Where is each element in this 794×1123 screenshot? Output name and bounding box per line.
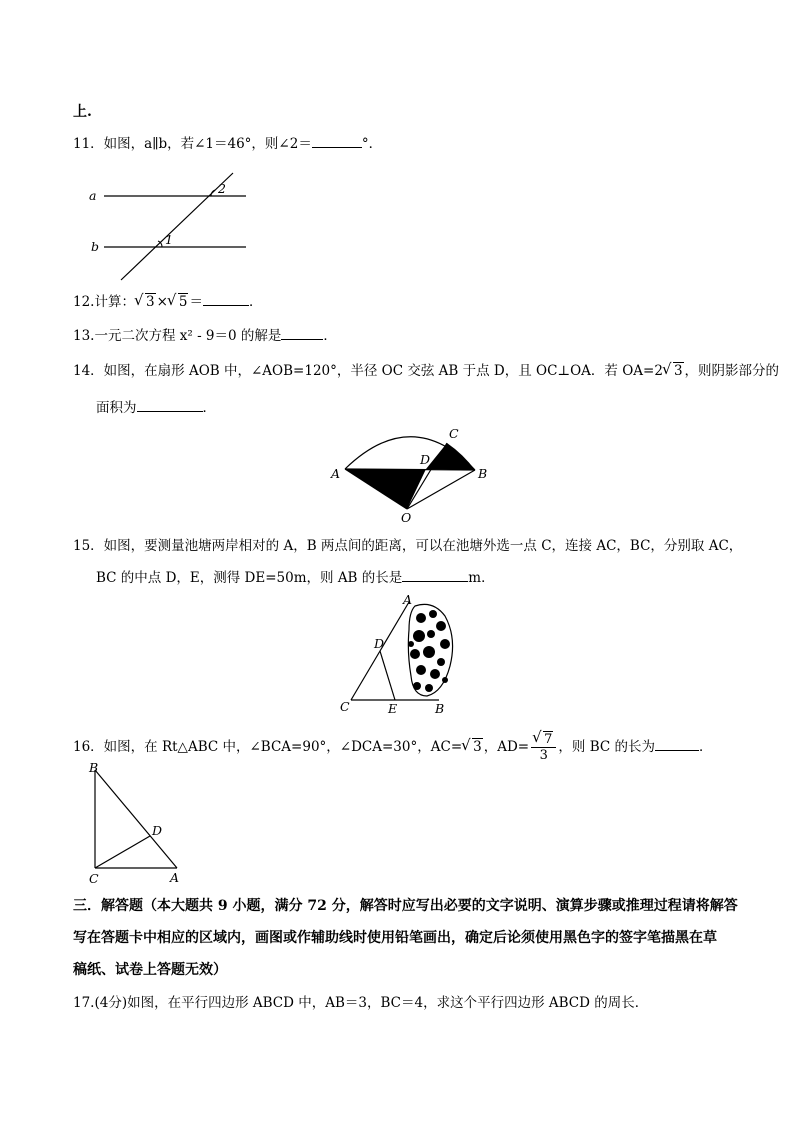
q16-suffix: ．	[699, 739, 713, 755]
q16-after: ，则 BC 的长为	[558, 739, 655, 755]
q16-mid: ，AD=	[483, 739, 530, 755]
q14-suffix: ，则阴影部分的	[684, 363, 780, 379]
question-16	[73, 732, 713, 763]
q12-answer-blank	[203, 292, 249, 306]
label-D: D	[374, 636, 385, 651]
question-13	[73, 326, 337, 345]
shaded-region-left	[345, 469, 426, 509]
label-C: C	[89, 871, 99, 886]
equals-sign: ＝	[189, 294, 203, 310]
label-E: E	[388, 701, 398, 716]
question-15-line-1: 15．如图，要测量池塘两岸相对的 A，B 两点间的距离，可以在池塘外选一点 C，连接 AC，BC，分别取 AC，	[73, 538, 743, 554]
label-A: A	[331, 466, 341, 481]
label-angle-2: 2	[218, 181, 226, 196]
page-fragment: 上.	[73, 104, 92, 120]
q14-answer-blank	[137, 398, 203, 412]
section-3-line-3: 稿纸、试卷上答题无效）	[73, 962, 227, 978]
fraction-sqrt7-over-3: √ $\frac{7}{3}$	[531, 732, 556, 763]
label-D: D	[152, 823, 163, 838]
label-A: A	[170, 870, 180, 885]
label-C: C	[340, 699, 350, 714]
q12-suffix: ．	[248, 294, 263, 310]
q13-prefix: 13.一元二次方程 x² - 9＝0 的解是	[73, 328, 282, 344]
question-15-line-2	[96, 568, 495, 587]
q11-suffix: °．	[361, 136, 383, 152]
label-C: C	[449, 426, 459, 441]
label-b: b	[91, 239, 100, 254]
q13-suffix: ．	[323, 328, 337, 344]
q11-prefix: 11．如图，a∥b，若∠1＝46°，则∠2＝	[73, 136, 312, 152]
q14-prefix: 14．如图，在扇形 AOB 中，∠AOB=120°，半径 OC 交弦 AB 于点 D，且 OC⊥OA．若 OA=	[73, 363, 655, 379]
label-D: D	[420, 452, 431, 467]
sqrt-5: √ 5	[169, 293, 189, 311]
question-14-line-2	[96, 398, 216, 417]
label-B: B	[478, 466, 488, 481]
q11-answer-blank	[312, 134, 362, 148]
q16-answer-blank	[655, 737, 699, 751]
label-B: B	[435, 701, 445, 716]
section-3-line-1: 三．解答题（本大题共 9 小题，满分 72 分，解答时应写出必要的文字说明、演算步骤或推理过程请将解答	[73, 898, 738, 914]
q11-figure	[80, 170, 260, 285]
question-14-line-1	[73, 362, 779, 380]
q15-figure	[335, 592, 465, 717]
q15-line2-suffix: m．	[468, 570, 495, 586]
label-O: O	[401, 510, 412, 525]
sqrt-3: √ 3	[136, 293, 156, 311]
q14-figure	[328, 424, 498, 524]
label-B: B	[89, 760, 99, 775]
sqrt-3: √ 3	[463, 738, 483, 756]
q14-line2-prefix: 面积为	[96, 400, 137, 416]
question-12	[73, 292, 262, 311]
question-17: 17.(4分)如图，在平行四边形 ABCD 中，AB＝3，BC＝4，求这个平行四边形 ABCD 的周长．	[73, 995, 649, 1011]
section-3-line-2: 写在答题卡中相应的区域内，画图或作辅助线时使用铅笔画出，确定后论须使用黑色字的签字笔描黑在草	[73, 930, 717, 946]
segment-DE	[380, 651, 395, 700]
question-11	[73, 134, 382, 153]
segment-CD	[95, 836, 150, 868]
q14-line2-suffix: ．	[202, 400, 216, 416]
q16-figure	[82, 760, 192, 888]
q12-prefix: 12.计算：	[73, 294, 135, 310]
segment-BA	[95, 770, 177, 868]
q14-coef: 2	[654, 363, 663, 379]
q15-line2-prefix: BC 的中点 D，E，测得 DE=50m，则 AB 的长是	[96, 570, 403, 586]
transversal	[121, 173, 233, 280]
sqrt-3: √ 3	[664, 362, 684, 380]
label-A: A	[403, 592, 413, 607]
label-a: a	[89, 188, 97, 203]
q15-answer-blank	[402, 568, 468, 582]
q16-prefix: 16．如图，在 Rt△ABC 中，∠BCA=90°，∠DCA=30°，AC=	[73, 739, 463, 755]
q13-answer-blank	[281, 326, 323, 340]
label-angle-1: 1	[165, 232, 173, 247]
times-sign: ×	[156, 294, 168, 310]
